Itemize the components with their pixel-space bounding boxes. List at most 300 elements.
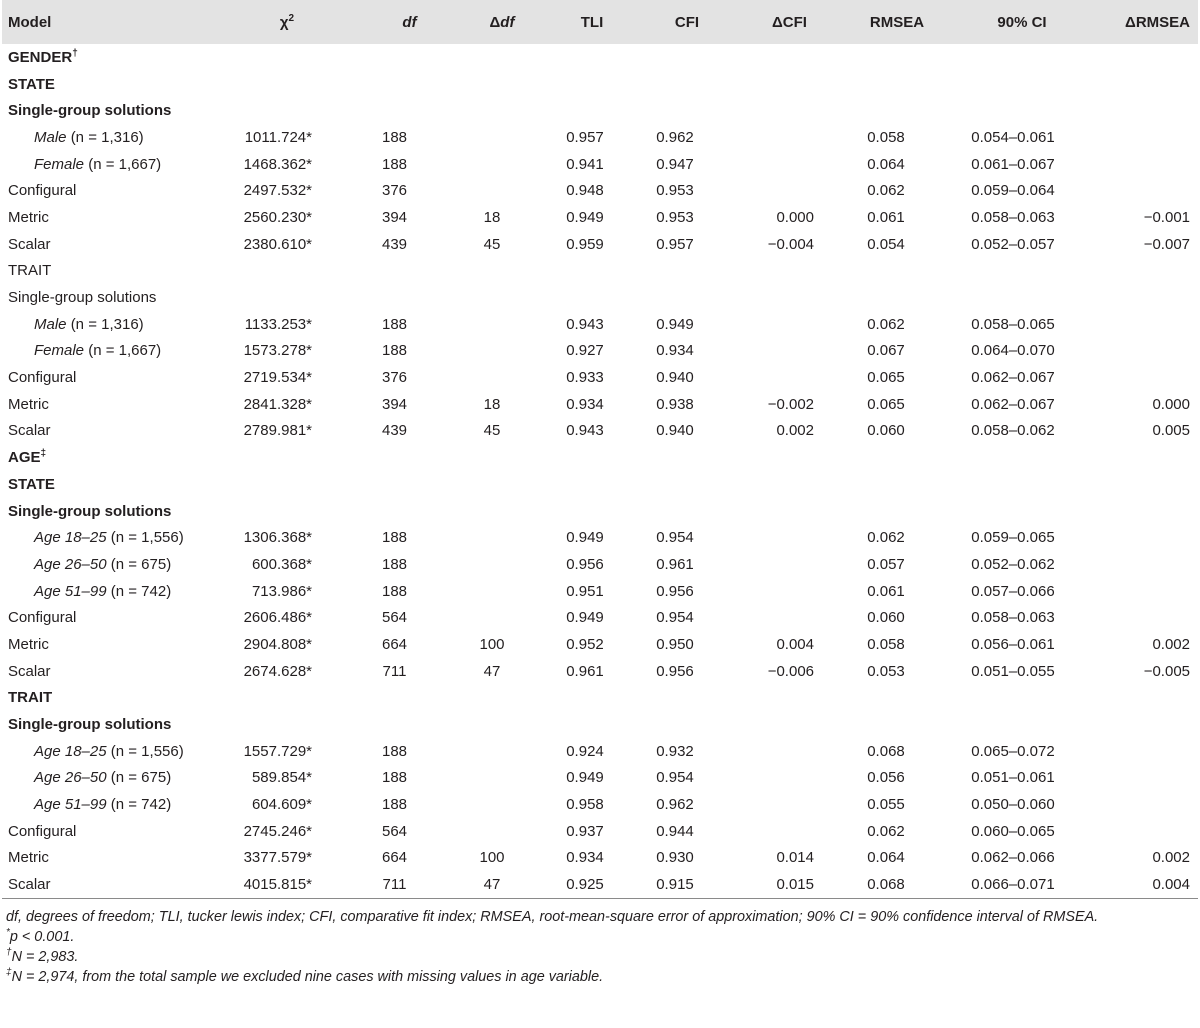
value-cfi: 0.962 — [656, 128, 694, 146]
value-rmsea: 0.065 — [867, 369, 905, 387]
group-name: Age 26–50 — [34, 555, 107, 573]
value-ci: 0.062–0.067 — [971, 395, 1055, 413]
value-rmsea: 0.067 — [867, 342, 905, 360]
model-name: Scalar — [8, 235, 51, 253]
cell-ci — [952, 604, 1092, 631]
cell-df — [362, 311, 457, 338]
value-ci: 0.058–0.063 — [971, 208, 1055, 226]
value-ci: 0.059–0.064 — [971, 182, 1055, 200]
cell-tli — [547, 418, 637, 445]
col-header-df — [362, 0, 457, 44]
cell-dcfi — [737, 391, 842, 418]
cell-chi — [212, 177, 362, 204]
value-rmsea: 0.062 — [867, 529, 905, 547]
value-df: 188 — [381, 315, 408, 333]
value-tli: 0.924 — [566, 742, 604, 760]
value-df: 188 — [381, 796, 408, 814]
value-dcfi: −0.004 — [767, 235, 814, 253]
table-footnotes — [6, 907, 1194, 987]
footnote — [6, 947, 1194, 967]
value-drmsea: −0.007 — [1143, 235, 1190, 253]
cell-drmsea — [1092, 551, 1198, 578]
table-row — [2, 124, 1198, 151]
group-name: Male — [34, 128, 67, 146]
value-df: 376 — [381, 369, 408, 387]
value-tli: 0.949 — [566, 769, 604, 787]
cell-ddf — [457, 418, 547, 445]
value-tli: 0.934 — [566, 395, 604, 413]
cell-drmsea — [1092, 845, 1198, 872]
section-row — [2, 44, 1198, 71]
group-name: Male — [34, 315, 67, 333]
cell-drmsea — [1092, 791, 1198, 818]
col-header-chi-sup: 2 — [288, 12, 295, 24]
table-row — [2, 631, 1198, 658]
cell-chi — [212, 818, 362, 845]
value-tli: 0.959 — [566, 235, 604, 253]
cell-ddf — [457, 311, 547, 338]
cell-chi — [212, 231, 362, 258]
value-tli: 0.933 — [566, 369, 604, 387]
group-sample-size: (n = 675) — [110, 555, 172, 573]
model-cell — [2, 177, 212, 204]
section-label-cell — [2, 284, 1198, 311]
cell-dcfi — [737, 658, 842, 685]
cell-ddf — [457, 338, 547, 365]
model-cell — [2, 391, 212, 418]
cell-ci — [952, 231, 1092, 258]
table-row — [2, 418, 1198, 445]
cell-ddf — [457, 124, 547, 151]
value-cfi: 0.934 — [656, 342, 694, 360]
value-cfi: 0.953 — [656, 182, 694, 200]
cell-df — [362, 765, 457, 792]
cell-cfi — [637, 204, 737, 231]
value-rmsea: 0.064 — [867, 849, 905, 867]
table-row — [2, 551, 1198, 578]
cell-ci — [952, 418, 1092, 445]
cell-tli — [547, 151, 637, 178]
cell-drmsea — [1092, 391, 1198, 418]
model-name: Metric — [8, 395, 49, 413]
value-df: 564 — [381, 822, 408, 840]
col-header-delta-df — [457, 0, 547, 44]
cell-tli — [547, 631, 637, 658]
cell-drmsea — [1092, 871, 1198, 898]
value-tli: 0.941 — [566, 155, 604, 173]
cell-ddf — [457, 231, 547, 258]
section-label: Single-group solutions — [8, 716, 172, 734]
header-row — [2, 0, 1198, 44]
group-sample-size: (n = 742) — [110, 796, 172, 814]
cell-ci — [952, 578, 1092, 605]
cell-cfi — [637, 338, 737, 365]
value-ci: 0.059–0.065 — [971, 529, 1055, 547]
cell-ddf — [457, 738, 547, 765]
model-name: Configural — [8, 369, 77, 387]
value-dcfi: 0.002 — [776, 422, 814, 440]
value-ci: 0.051–0.055 — [971, 662, 1055, 680]
col-header-cfi — [637, 0, 737, 44]
cell-df — [362, 231, 457, 258]
value-cfi: 0.915 — [656, 875, 694, 893]
cell-dcfi — [737, 338, 842, 365]
value-drmsea: 0.005 — [1152, 422, 1190, 440]
cell-drmsea — [1092, 364, 1198, 391]
cell-dcfi — [737, 124, 842, 151]
col-header-ci-text: 90% CI — [997, 13, 1047, 31]
cell-rmsea — [842, 578, 952, 605]
table-body — [2, 44, 1198, 898]
cell-chi — [212, 631, 362, 658]
cell-ddf — [457, 151, 547, 178]
model-cell — [2, 818, 212, 845]
cell-ddf — [457, 204, 547, 231]
cell-df — [362, 338, 457, 365]
value-chi: 2841.328* — [243, 395, 312, 413]
value-rmsea: 0.064 — [867, 155, 905, 173]
value-ddf: 47 — [483, 875, 501, 893]
model-name: Scalar — [8, 662, 51, 680]
cell-ddf — [457, 364, 547, 391]
value-ci: 0.051–0.061 — [971, 769, 1055, 787]
group-sample-size: (n = 1,667) — [88, 155, 162, 173]
section-row — [2, 498, 1198, 525]
value-chi: 1306.368* — [243, 529, 312, 547]
model-cell — [2, 845, 212, 872]
cell-rmsea — [842, 311, 952, 338]
value-rmsea: 0.065 — [867, 395, 905, 413]
value-ci: 0.058–0.063 — [971, 609, 1055, 627]
col-header-df-text: df — [402, 13, 417, 31]
cell-rmsea — [842, 631, 952, 658]
col-header-chi-text: χ — [279, 13, 289, 31]
table-row — [2, 338, 1198, 365]
group-sample-size: (n = 1,556) — [110, 742, 184, 760]
value-df: 664 — [381, 849, 408, 867]
group-sample-size: (n = 1,667) — [88, 342, 162, 360]
model-cell — [2, 151, 212, 178]
value-ci: 0.062–0.067 — [971, 369, 1055, 387]
footnote-text: df, degrees of freedom; TLI, tucker lewis index; CFI, comparative fit index; RMSEA, root-mean-square error of approximation; 90% CI = 90% confidence interval of RMSEA. — [6, 908, 1099, 925]
cell-ddf — [457, 551, 547, 578]
value-df: 188 — [381, 769, 408, 787]
cell-chi — [212, 151, 362, 178]
value-cfi: 0.954 — [656, 529, 694, 547]
value-ci: 0.065–0.072 — [971, 742, 1055, 760]
cell-df — [362, 391, 457, 418]
value-cfi: 0.950 — [656, 635, 694, 653]
footnote — [6, 967, 1194, 987]
col-header-rmsea — [842, 0, 952, 44]
cell-df — [362, 578, 457, 605]
section-row — [2, 685, 1198, 712]
cell-tli — [547, 604, 637, 631]
cell-tli — [547, 765, 637, 792]
cell-ci — [952, 845, 1092, 872]
section-footnote-mark: † — [72, 47, 78, 59]
cell-tli — [547, 177, 637, 204]
cell-chi — [212, 765, 362, 792]
cell-dcfi — [737, 364, 842, 391]
cell-ci — [952, 524, 1092, 551]
cell-dcfi — [737, 231, 842, 258]
value-df: 394 — [381, 208, 408, 226]
col-header-chi-square — [212, 0, 362, 44]
cell-drmsea — [1092, 604, 1198, 631]
value-ci: 0.050–0.060 — [971, 796, 1055, 814]
value-chi: 604.609* — [251, 796, 312, 814]
cell-dcfi — [737, 631, 842, 658]
cell-drmsea — [1092, 738, 1198, 765]
model-cell — [2, 551, 212, 578]
value-tli: 0.943 — [566, 422, 604, 440]
model-cell — [2, 204, 212, 231]
model-cell — [2, 338, 212, 365]
cell-rmsea — [842, 151, 952, 178]
value-drmsea: 0.000 — [1152, 395, 1190, 413]
cell-chi — [212, 791, 362, 818]
cell-df — [362, 177, 457, 204]
group-name: Age 51–99 — [34, 796, 107, 814]
cell-cfi — [637, 791, 737, 818]
cell-tli — [547, 578, 637, 605]
value-cfi: 0.940 — [656, 422, 694, 440]
section-row — [2, 284, 1198, 311]
col-header-delta-rmsea-text: ΔRMSEA — [1125, 13, 1190, 31]
section-label-cell — [2, 71, 1198, 98]
section-label: TRAIT — [8, 262, 52, 280]
cell-dcfi — [737, 604, 842, 631]
cell-tli — [547, 738, 637, 765]
value-dcfi: 0.004 — [776, 635, 814, 653]
col-header-cfi-text: CFI — [674, 13, 700, 31]
cell-rmsea — [842, 658, 952, 685]
cell-drmsea — [1092, 338, 1198, 365]
cell-cfi — [637, 524, 737, 551]
value-tli: 0.957 — [566, 128, 604, 146]
table-row — [2, 177, 1198, 204]
value-cfi: 0.949 — [656, 315, 694, 333]
group-name: Female — [34, 155, 85, 173]
cell-rmsea — [842, 391, 952, 418]
cell-ddf — [457, 177, 547, 204]
table-row — [2, 524, 1198, 551]
cell-chi — [212, 738, 362, 765]
value-df: 564 — [381, 609, 408, 627]
cell-tli — [547, 871, 637, 898]
cell-cfi — [637, 551, 737, 578]
value-cfi: 0.944 — [656, 822, 694, 840]
value-ddf: 100 — [479, 635, 505, 653]
value-ci: 0.058–0.065 — [971, 315, 1055, 333]
cell-dcfi — [737, 818, 842, 845]
cell-df — [362, 418, 457, 445]
table-row — [2, 204, 1198, 231]
value-rmsea: 0.058 — [867, 635, 905, 653]
cell-tli — [547, 364, 637, 391]
value-cfi: 0.953 — [656, 208, 694, 226]
section-footnote-mark: ‡ — [40, 448, 47, 460]
value-drmsea: 0.004 — [1152, 875, 1190, 893]
cell-drmsea — [1092, 177, 1198, 204]
cell-df — [362, 551, 457, 578]
cell-rmsea — [842, 818, 952, 845]
model-name: Metric — [8, 208, 49, 226]
group-name: Age 26–50 — [34, 769, 107, 787]
cell-rmsea — [842, 177, 952, 204]
cell-cfi — [637, 124, 737, 151]
value-chi: 3377.579* — [243, 849, 312, 867]
cell-cfi — [637, 151, 737, 178]
cell-ci — [952, 311, 1092, 338]
section-row — [2, 97, 1198, 124]
cell-cfi — [637, 231, 737, 258]
cell-ci — [952, 658, 1092, 685]
cell-cfi — [637, 765, 737, 792]
table-row — [2, 604, 1198, 631]
value-ci: 0.061–0.067 — [971, 155, 1055, 173]
cell-drmsea — [1092, 631, 1198, 658]
value-ddf: 18 — [483, 395, 501, 413]
table-row — [2, 231, 1198, 258]
section-label-cell — [2, 498, 1198, 525]
cell-chi — [212, 338, 362, 365]
table-row — [2, 738, 1198, 765]
value-rmsea: 0.062 — [867, 315, 905, 333]
value-chi: 2606.486* — [243, 609, 312, 627]
value-ddf: 18 — [483, 208, 501, 226]
cell-df — [362, 658, 457, 685]
col-header-model — [2, 0, 212, 44]
value-cfi: 0.957 — [656, 235, 694, 253]
table-row — [2, 791, 1198, 818]
cell-df — [362, 604, 457, 631]
cell-tli — [547, 311, 637, 338]
cell-rmsea — [842, 791, 952, 818]
value-chi: 4015.815* — [243, 875, 312, 893]
value-tli: 0.927 — [566, 342, 604, 360]
section-label: STATE — [8, 75, 55, 93]
value-ddf: 45 — [483, 235, 501, 253]
cell-dcfi — [737, 871, 842, 898]
cell-tli — [547, 231, 637, 258]
footnote-text: N = 2,974, from the total sample we excluded nine cases with missing values in age variable. — [11, 968, 604, 985]
value-tli: 0.948 — [566, 182, 604, 200]
value-cfi: 0.954 — [656, 609, 694, 627]
table-row — [2, 311, 1198, 338]
cell-chi — [212, 418, 362, 445]
model-cell — [2, 231, 212, 258]
group-sample-size: (n = 742) — [110, 582, 172, 600]
cell-rmsea — [842, 231, 952, 258]
col-header-tli — [547, 0, 637, 44]
cell-tli — [547, 338, 637, 365]
value-rmsea: 0.068 — [867, 742, 905, 760]
value-chi: 2719.534* — [243, 369, 312, 387]
cell-chi — [212, 524, 362, 551]
value-df: 188 — [381, 582, 408, 600]
section-row — [2, 711, 1198, 738]
footnote-text: p < 0.001. — [9, 928, 75, 945]
cell-df — [362, 124, 457, 151]
cell-rmsea — [842, 124, 952, 151]
value-cfi: 0.961 — [656, 555, 694, 573]
section-label: AGE — [8, 449, 41, 467]
cell-ci — [952, 871, 1092, 898]
cell-tli — [547, 658, 637, 685]
value-df: 188 — [381, 529, 408, 547]
cell-ddf — [457, 578, 547, 605]
value-cfi: 0.962 — [656, 796, 694, 814]
value-cfi: 0.956 — [656, 662, 694, 680]
cell-dcfi — [737, 738, 842, 765]
value-rmsea: 0.060 — [867, 422, 905, 440]
value-tli: 0.925 — [566, 875, 604, 893]
value-ci: 0.052–0.057 — [971, 235, 1055, 253]
cell-ddf — [457, 791, 547, 818]
cell-chi — [212, 391, 362, 418]
footnote-mark: ‡ — [6, 966, 12, 978]
cell-chi — [212, 124, 362, 151]
cell-drmsea — [1092, 151, 1198, 178]
footnote-mark: † — [6, 946, 12, 958]
cell-dcfi — [737, 551, 842, 578]
cell-dcfi — [737, 418, 842, 445]
value-tli: 0.949 — [566, 529, 604, 547]
cell-ci — [952, 364, 1092, 391]
group-name: Age 18–25 — [34, 529, 107, 547]
value-dcfi: 0.015 — [776, 875, 814, 893]
model-cell — [2, 578, 212, 605]
cell-ddf — [457, 871, 547, 898]
value-tli: 0.949 — [566, 208, 604, 226]
cell-tli — [547, 551, 637, 578]
value-rmsea: 0.062 — [867, 182, 905, 200]
group-name: Age 51–99 — [34, 582, 107, 600]
cell-rmsea — [842, 871, 952, 898]
cell-drmsea — [1092, 311, 1198, 338]
value-ci: 0.056–0.061 — [971, 635, 1055, 653]
cell-cfi — [637, 845, 737, 872]
model-cell — [2, 311, 212, 338]
cell-ddf — [457, 631, 547, 658]
value-df: 188 — [381, 742, 408, 760]
cell-df — [362, 631, 457, 658]
cell-cfi — [637, 364, 737, 391]
section-label-cell — [2, 711, 1198, 738]
col-header-tli-text: TLI — [580, 13, 604, 31]
value-df: 188 — [381, 128, 408, 146]
section-label: TRAIT — [8, 689, 53, 707]
value-ddf: 45 — [483, 422, 501, 440]
value-dcfi: 0.000 — [776, 208, 814, 226]
cell-cfi — [637, 604, 737, 631]
cell-ddf — [457, 524, 547, 551]
group-name: Female — [34, 342, 85, 360]
value-ci: 0.058–0.062 — [971, 422, 1055, 440]
model-cell — [2, 364, 212, 391]
value-chi: 1468.362* — [243, 155, 312, 173]
cell-rmsea — [842, 524, 952, 551]
cell-dcfi — [737, 578, 842, 605]
cell-cfi — [637, 631, 737, 658]
value-df: 439 — [381, 422, 408, 440]
value-ci: 0.057–0.066 — [971, 582, 1055, 600]
table-row — [2, 391, 1198, 418]
value-chi: 2674.628* — [243, 662, 312, 680]
cell-dcfi — [737, 204, 842, 231]
